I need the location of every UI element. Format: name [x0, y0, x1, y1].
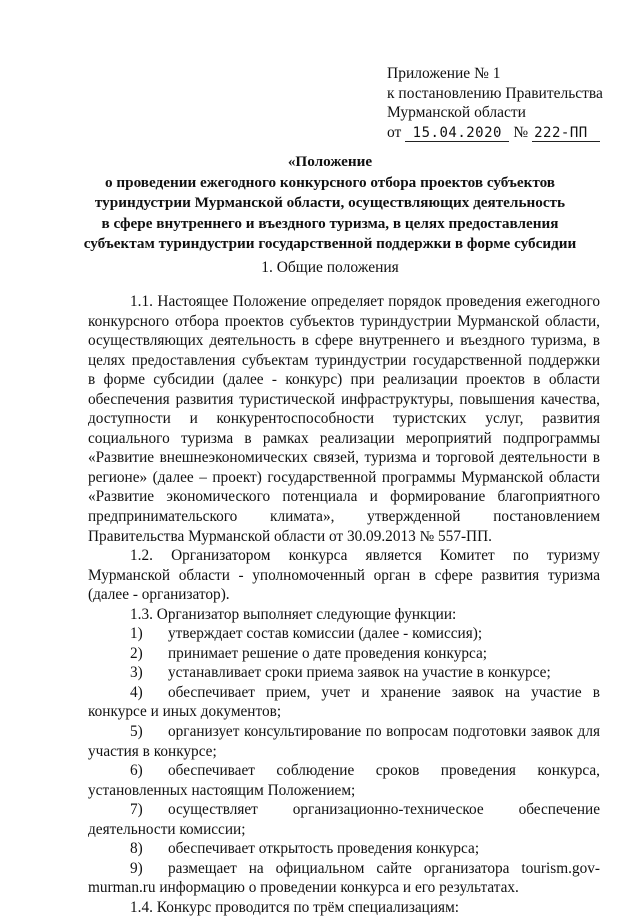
body-line: «Развитие внешнеэкономических связей, туризма и торговой деятельности в: [88, 449, 600, 467]
list-item-text: размещает на официальном сайте организатора tourism.gov-: [168, 859, 600, 877]
list-item-text: устанавливает сроки приема заявок на участие в конкурсе;: [168, 664, 551, 682]
list-item-number: 3): [130, 664, 143, 682]
body-line: «Развитие экономического потенциала и формирование благоприятного: [88, 488, 600, 506]
appendix-title: Приложение № 1: [387, 65, 501, 82]
list-item-text: принимает решение о дате проведения конкурса;: [168, 644, 488, 662]
title-line: субъектам туриндустрии государственной поддержки в форме субсидии: [83, 235, 577, 252]
body-line: 1.2. Организатором конкурса является Комитет по туризму: [130, 547, 600, 565]
body-line: предпринимательского климата», утвержденной постановлением: [88, 508, 600, 526]
body-line: 1.4. Конкурс проводится по трём специализациям:: [130, 898, 459, 916]
list-item: [88, 839, 600, 859]
list-item-number: 7): [130, 801, 143, 819]
body-line: осуществляющих деятельность в сфере внутреннего и въездного туризма, в: [88, 332, 600, 350]
list-item-number: 1): [130, 625, 143, 643]
list-item-continuation: деятельности комиссии;: [88, 820, 246, 838]
handwritten-date: 15.04.2020: [405, 125, 509, 142]
appendix-reference: к постановлению Правительства: [387, 84, 603, 102]
body-line: социального туризма в рамках реализации мероприятий подпрограммы: [88, 429, 600, 447]
body-line: 1.3. Организатор выполняет следующие функции:: [130, 605, 457, 623]
list-item-text: утверждает состав комиссии (далее - комиссия);: [168, 625, 483, 643]
list-item-number: 6): [130, 762, 143, 780]
date-prefix: от: [387, 123, 402, 141]
body-line: в форме субсидии (далее - конкурс) при реализации проектов в области: [88, 371, 600, 389]
body-line: 1.1. Настоящее Положение определяет порядок проведения ежегодного: [130, 293, 600, 310]
list-item-text: обеспечивает открытость проведения конкурса;: [168, 840, 480, 858]
body-line: обеспечения развития туристической инфраструктуры, повышения качества,: [88, 390, 600, 408]
list-item: [88, 859, 600, 879]
list-item-continuation: конкурсе и иных документов;: [88, 703, 282, 721]
list-item-number: 4): [130, 683, 143, 701]
list-item-continuation: участия в конкурсе;: [88, 742, 217, 760]
list-item-continuation: murman.ru информацию о проведении конкурса и его результатах.: [88, 879, 519, 897]
list-item-text: организует консультирование по вопросам подготовки заявок для: [168, 723, 600, 741]
body-line: доступности и конкурентоспособности туристских услуг, развития: [88, 410, 600, 428]
appendix-date-line: [387, 123, 627, 143]
body-line: (далее - организатор).: [88, 586, 230, 604]
title-line: о проведении ежегодного конкурсного отбора проектов субъектов: [105, 173, 555, 191]
list-item-number: 9): [130, 859, 143, 877]
list-item: [88, 683, 600, 703]
list-item-text: осуществляет организационно-техническое обеспечение: [168, 801, 600, 819]
list-item: [88, 800, 600, 820]
title-line: туриндустрии Мурманской области, осуществляющих деятельность: [94, 194, 566, 211]
list-item-number: 5): [130, 723, 143, 741]
appendix-header: [387, 64, 627, 142]
handwritten-number: 222-ПП: [532, 125, 600, 142]
body-line: целях предоставления субъектам туриндустрии государственной поддержки: [88, 351, 600, 369]
list-item: [88, 722, 600, 742]
list-item: [88, 624, 600, 644]
body-line: конкурсного отбора проектов субъектов туриндустрии Мурманской области,: [88, 312, 600, 330]
appendix-region: Мурманской области: [387, 104, 526, 121]
title-line: «Положение: [287, 153, 373, 170]
body-line: Мурманской области - уполномоченный орган в сфере развития туризма: [88, 566, 600, 584]
body-line: Правительства Мурманской области от 30.09.2013 № 557-ПП.: [88, 527, 492, 545]
list-item-text: обеспечивает прием, учет и хранение заявок на участие в: [168, 683, 600, 701]
list-item: [88, 761, 600, 781]
body-line: регионе» (далее – проект) государственной программы Мурманской области: [88, 468, 600, 486]
list-item-text: обеспечивает соблюдение сроков проведения конкурса,: [168, 762, 600, 780]
document-title: [60, 152, 600, 255]
document-body: [88, 292, 600, 918]
list-item-number: 2): [130, 644, 143, 662]
list-item: [88, 644, 600, 664]
section-heading: 1. Общие положения: [261, 259, 399, 276]
title-line: в сфере внутреннего и въездного туризма, в целях предоставления: [101, 214, 559, 232]
list-item-continuation: установленных настоящим Положением;: [88, 781, 356, 799]
list-item-number: 8): [130, 840, 143, 858]
number-prefix: №: [513, 123, 529, 141]
list-item: [88, 663, 600, 683]
